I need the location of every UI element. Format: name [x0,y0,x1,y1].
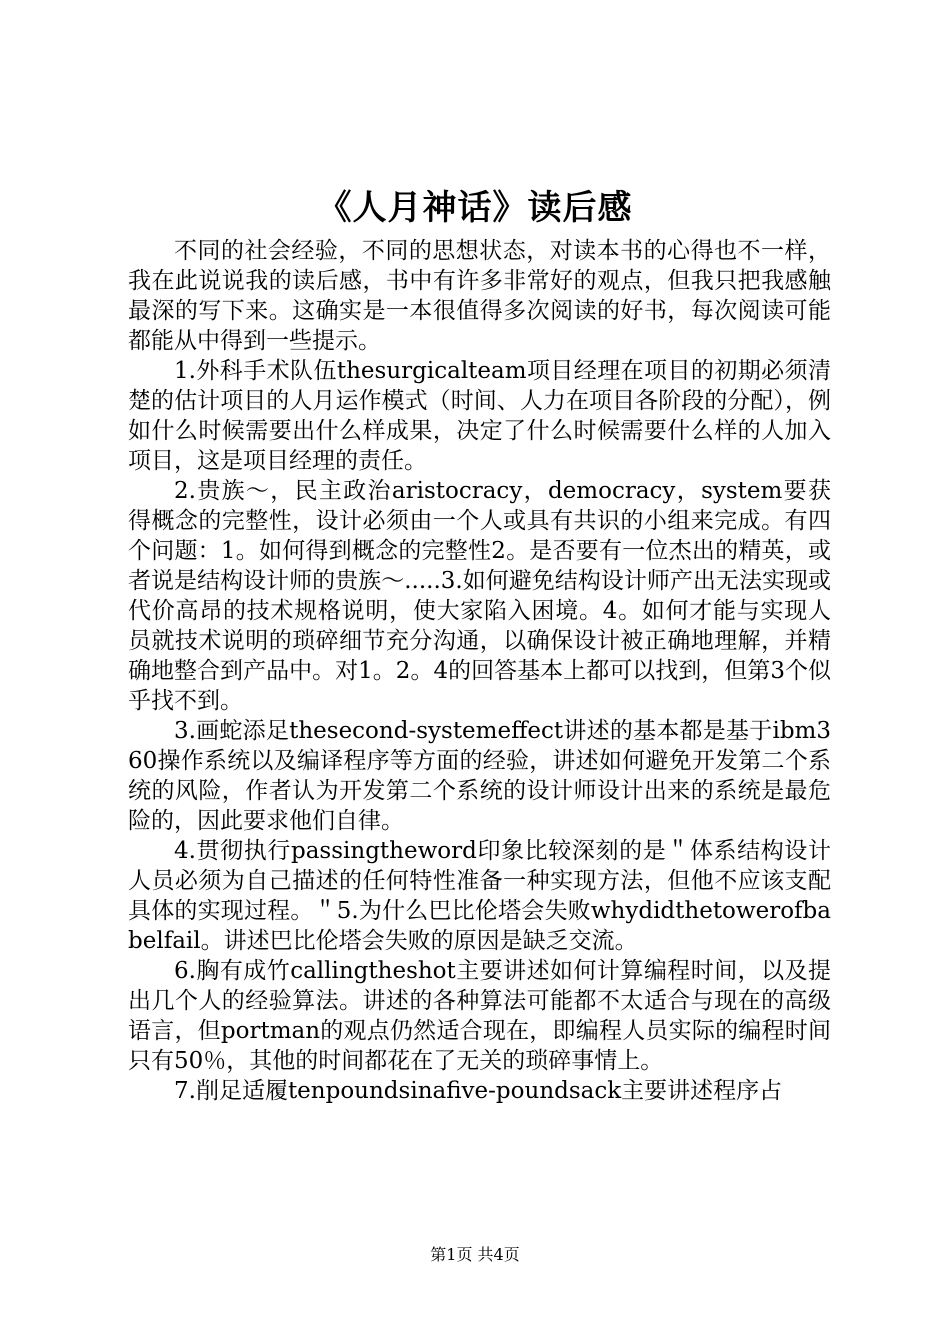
paragraph-calling-the-shot: 6.胸有成竹callingtheshot主要讲述如何计算编程时间，以及提出几个人的经验算法。讲述的各种算法可能都不太适合与现在的高级语言，但portman的观点仍然适合现在，即编程人员实际的编程时间只有50％，其他的时间都花在了无关的琐碎事情上。 [128,958,831,1074]
document-title: 《人月神话》读后感 [317,188,633,228]
paragraph-surgical-team: 1.外科手术队伍thesurgicalteam项目经理在项目的初期必须清楚的估计项目的人月运作模式（时间、人力在项目各阶段的分配），例如什么时候需要出什么样成果，决定了什么时候需要什么样的人加入项目，这是项目经理的责任。 [128,358,831,474]
paragraph-ten-pounds: 7.削足适履tenpoundsinafive-poundsack主要讲述程序占 [174,1078,783,1104]
paragraph-passing-the-word: 4.贯彻执行passingtheword印象比较深刻的是＂体系结构设计人员必须为自己描述的任何特性准备一种实现方法，但他不应该支配具体的实现过程。＂5.为什么巴比伦塔会失败whydidthetowerofbabelfail。讲述巴比伦塔会失败的原因是缺乏交流。 [128,838,831,954]
document-body [128,236,831,1106]
paragraph-intro: 不同的社会经验，不同的思想状态，对读本书的心得也不一样，我在此说说我的读后感，书中有许多非常好的观点，但我只把我感触最深的写下来。这确实是一本很值得多次阅读的好书，每次阅读可能都能从中得到一些提示。 [128,238,831,354]
page-number-footer: 第1页 共4页 [430,1245,520,1264]
paragraph-aristocracy-democracy: 2.贵族～，民主政治aristocracy，democracy，system要获得概念的完整性，设计必须由一个人或具有共识的小组来完成。有四个问题：1。如何得到概念的完整性2。是否要有一位杰出的精英，或者说是结构设计师的贵族～.....3.如何避免结构设计师产出无法实现或代价高昂的技术规格说明，使大家陷入困境。4。如何才能与实现人员就技术说明的琐碎细节充分沟通，以确保设计被正确地理解，并精确地整合到产品中。对1。2。4的回答基本上都可以找到，但第3个似乎找不到。 [128,478,831,714]
paragraph-second-system-effect: 3.画蛇添足thesecond-systemeffect讲述的基本都是基于ibm360操作系统以及编译程序等方面的经验，讲述如何避免开发第二个系统的风险，作者认为开发第二个系统的设计师设计出来的系统是最危险的，因此要求他们自律。 [128,718,831,834]
